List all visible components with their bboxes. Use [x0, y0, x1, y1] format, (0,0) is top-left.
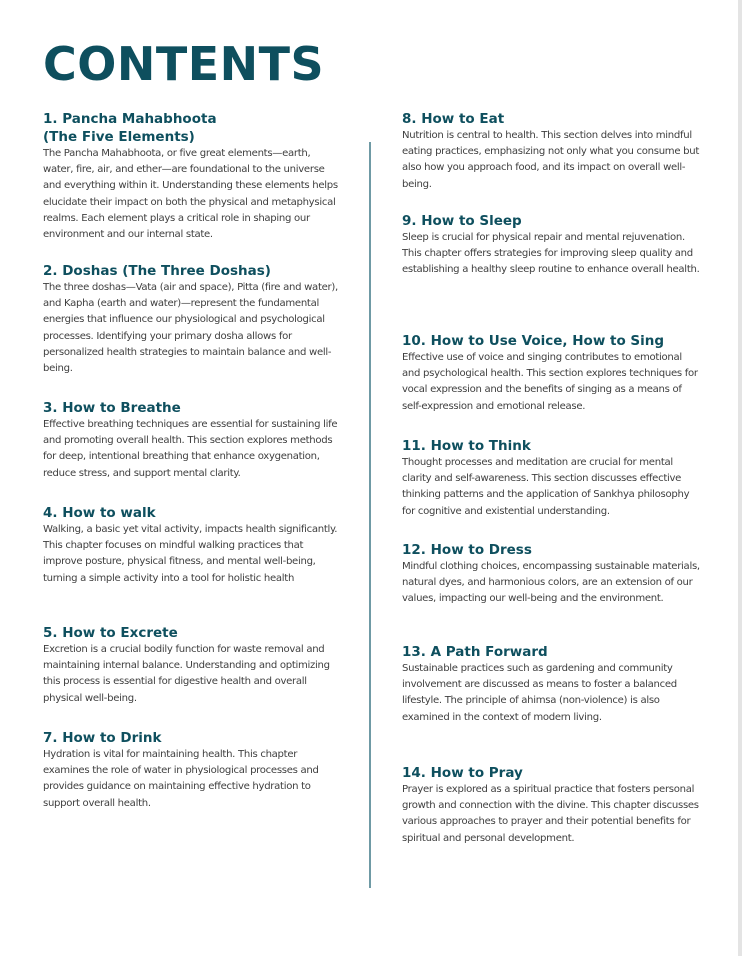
toc-entry-a-path-forward[interactable]	[402, 643, 702, 726]
toc-entry-description: Effective breathing techniques are essential for sustaining life and promoting overall health. This section explores methods for deep, intentional breathing that enhance oxygenation, reduce stress, and support mental clarity.	[43, 419, 338, 479]
toc-entry-how-to-dress[interactable]	[402, 541, 702, 608]
toc-entry-title[interactable]: 9. How to Sleep	[402, 213, 522, 229]
page-title: CONTENTS	[43, 37, 325, 91]
toc-entry-how-to-think[interactable]	[402, 437, 702, 520]
toc-entry-description: Thought processes and meditation are crucial for mental clarity and self-awareness. This section discusses effective thinking patterns and the application of Sankhya philosophy for cognitive and existential understanding.	[402, 457, 690, 517]
toc-entry-title[interactable]: 4. How to walk	[43, 505, 156, 521]
column-divider	[369, 142, 371, 888]
toc-entry-description: Effective use of voice and singing contributes to emotional and psychological health. This section explores techniques for vocal expression and the benefits of singing as a means of self-expression and emotional release.	[402, 352, 698, 412]
toc-entry-how-to-drink[interactable]	[43, 729, 343, 812]
toc-entry-title[interactable]: 12. How to Dress	[402, 542, 532, 558]
toc-entry-description: Mindful clothing choices, encompassing sustainable materials, natural dyes, and harmonious colors, are an extension of our values, impacting our well-being and the environment.	[402, 561, 700, 605]
toc-entry-title[interactable]: 7. How to Drink	[43, 730, 162, 746]
page-edge	[738, 0, 742, 956]
toc-entry-title[interactable]: 8. How to Eat	[402, 111, 505, 127]
toc-entry-title[interactable]: 3. How to Breathe	[43, 400, 181, 416]
toc-entry-description: Hydration is vital for maintaining health. This chapter examines the role of water in physiological processes and provides guidance on maintaining effective hydration to support overall health.	[43, 749, 319, 809]
toc-entry-how-to-excrete[interactable]	[43, 624, 343, 707]
toc-entry-how-to-pray[interactable]	[402, 764, 702, 847]
toc-entry-description: The three doshas—Vata (air and space), Pitta (fire and water), and Kapha (earth and water)—represent the fundamental energies that influence our physiological and psychological processes. Identifying your primary dosha allows for personalized health strategies to maintain balance and well-being.	[43, 282, 338, 375]
toc-entry-title[interactable]: 10. How to Use Voice, How to Sing	[402, 333, 665, 349]
toc-entry-doshas[interactable]	[43, 262, 343, 377]
toc-entry-pancha-mahabhoota[interactable]	[43, 110, 343, 243]
toc-entry-description: Sleep is crucial for physical repair and mental rejuvenation. This chapter offers strategies for improving sleep quality and establishing a healthy sleep routine to enhance overall health.	[402, 232, 700, 276]
toc-entry-description: Excretion is a crucial bodily function for waste removal and maintaining internal balance. Understanding and optimizing this process is essential for digestive health and overall physical well-being.	[43, 644, 330, 704]
toc-entry-how-to-sleep[interactable]	[402, 212, 702, 279]
toc-entry-description: Prayer is explored as a spiritual practice that fosters personal growth and connection with the divine. This chapter discusses various approaches to prayer and their potential benefits for spiritual and personal development.	[402, 784, 699, 844]
toc-entry-title[interactable]: 14. How to Pray	[402, 765, 523, 781]
toc-entry-description: Sustainable practices such as gardening and community involvement are discussed as means to foster a balanced lifestyle. The principle of ahimsa (non-violence) is also examined in the context of modern living.	[402, 663, 677, 723]
toc-entry-title[interactable]: 1. Pancha Mahabhoota (The Five Elements)	[43, 111, 217, 145]
toc-entry-description: Nutrition is central to health. This section delves into mindful eating practices, emphasizing not only what you consume but also how you approach food, and its impact on overall well-being.	[402, 130, 700, 190]
toc-entry-how-to-breathe[interactable]	[43, 399, 343, 482]
toc-entry-title[interactable]: 5. How to Excrete	[43, 625, 178, 641]
toc-entry-title[interactable]: 11. How to Think	[402, 438, 531, 454]
toc-entry-title[interactable]: 2. Doshas (The Three Doshas)	[43, 263, 271, 279]
toc-entry-how-to-eat[interactable]	[402, 110, 702, 193]
toc-entry-title[interactable]: 13. A Path Forward	[402, 644, 548, 660]
toc-entry-how-to-use-voice[interactable]	[402, 332, 702, 415]
toc-entry-description: Walking, a basic yet vital activity, impacts health significantly. This chapter focuses on mindful walking practices that improve posture, physical fitness, and mental well-being, turning a simple activity into a tool for holistic health	[43, 524, 338, 584]
toc-entry-description: The Pancha Mahabhoota, or five great elements—earth, water, fire, air, and ether—are foundational to the universe and everything within it. Understanding these elements helps elucidate their impact on both the physical and metaphysical realms. Each element plays a critical role in shaping our environment and our internal state.	[43, 148, 338, 241]
toc-entry-how-to-walk[interactable]	[43, 504, 343, 587]
